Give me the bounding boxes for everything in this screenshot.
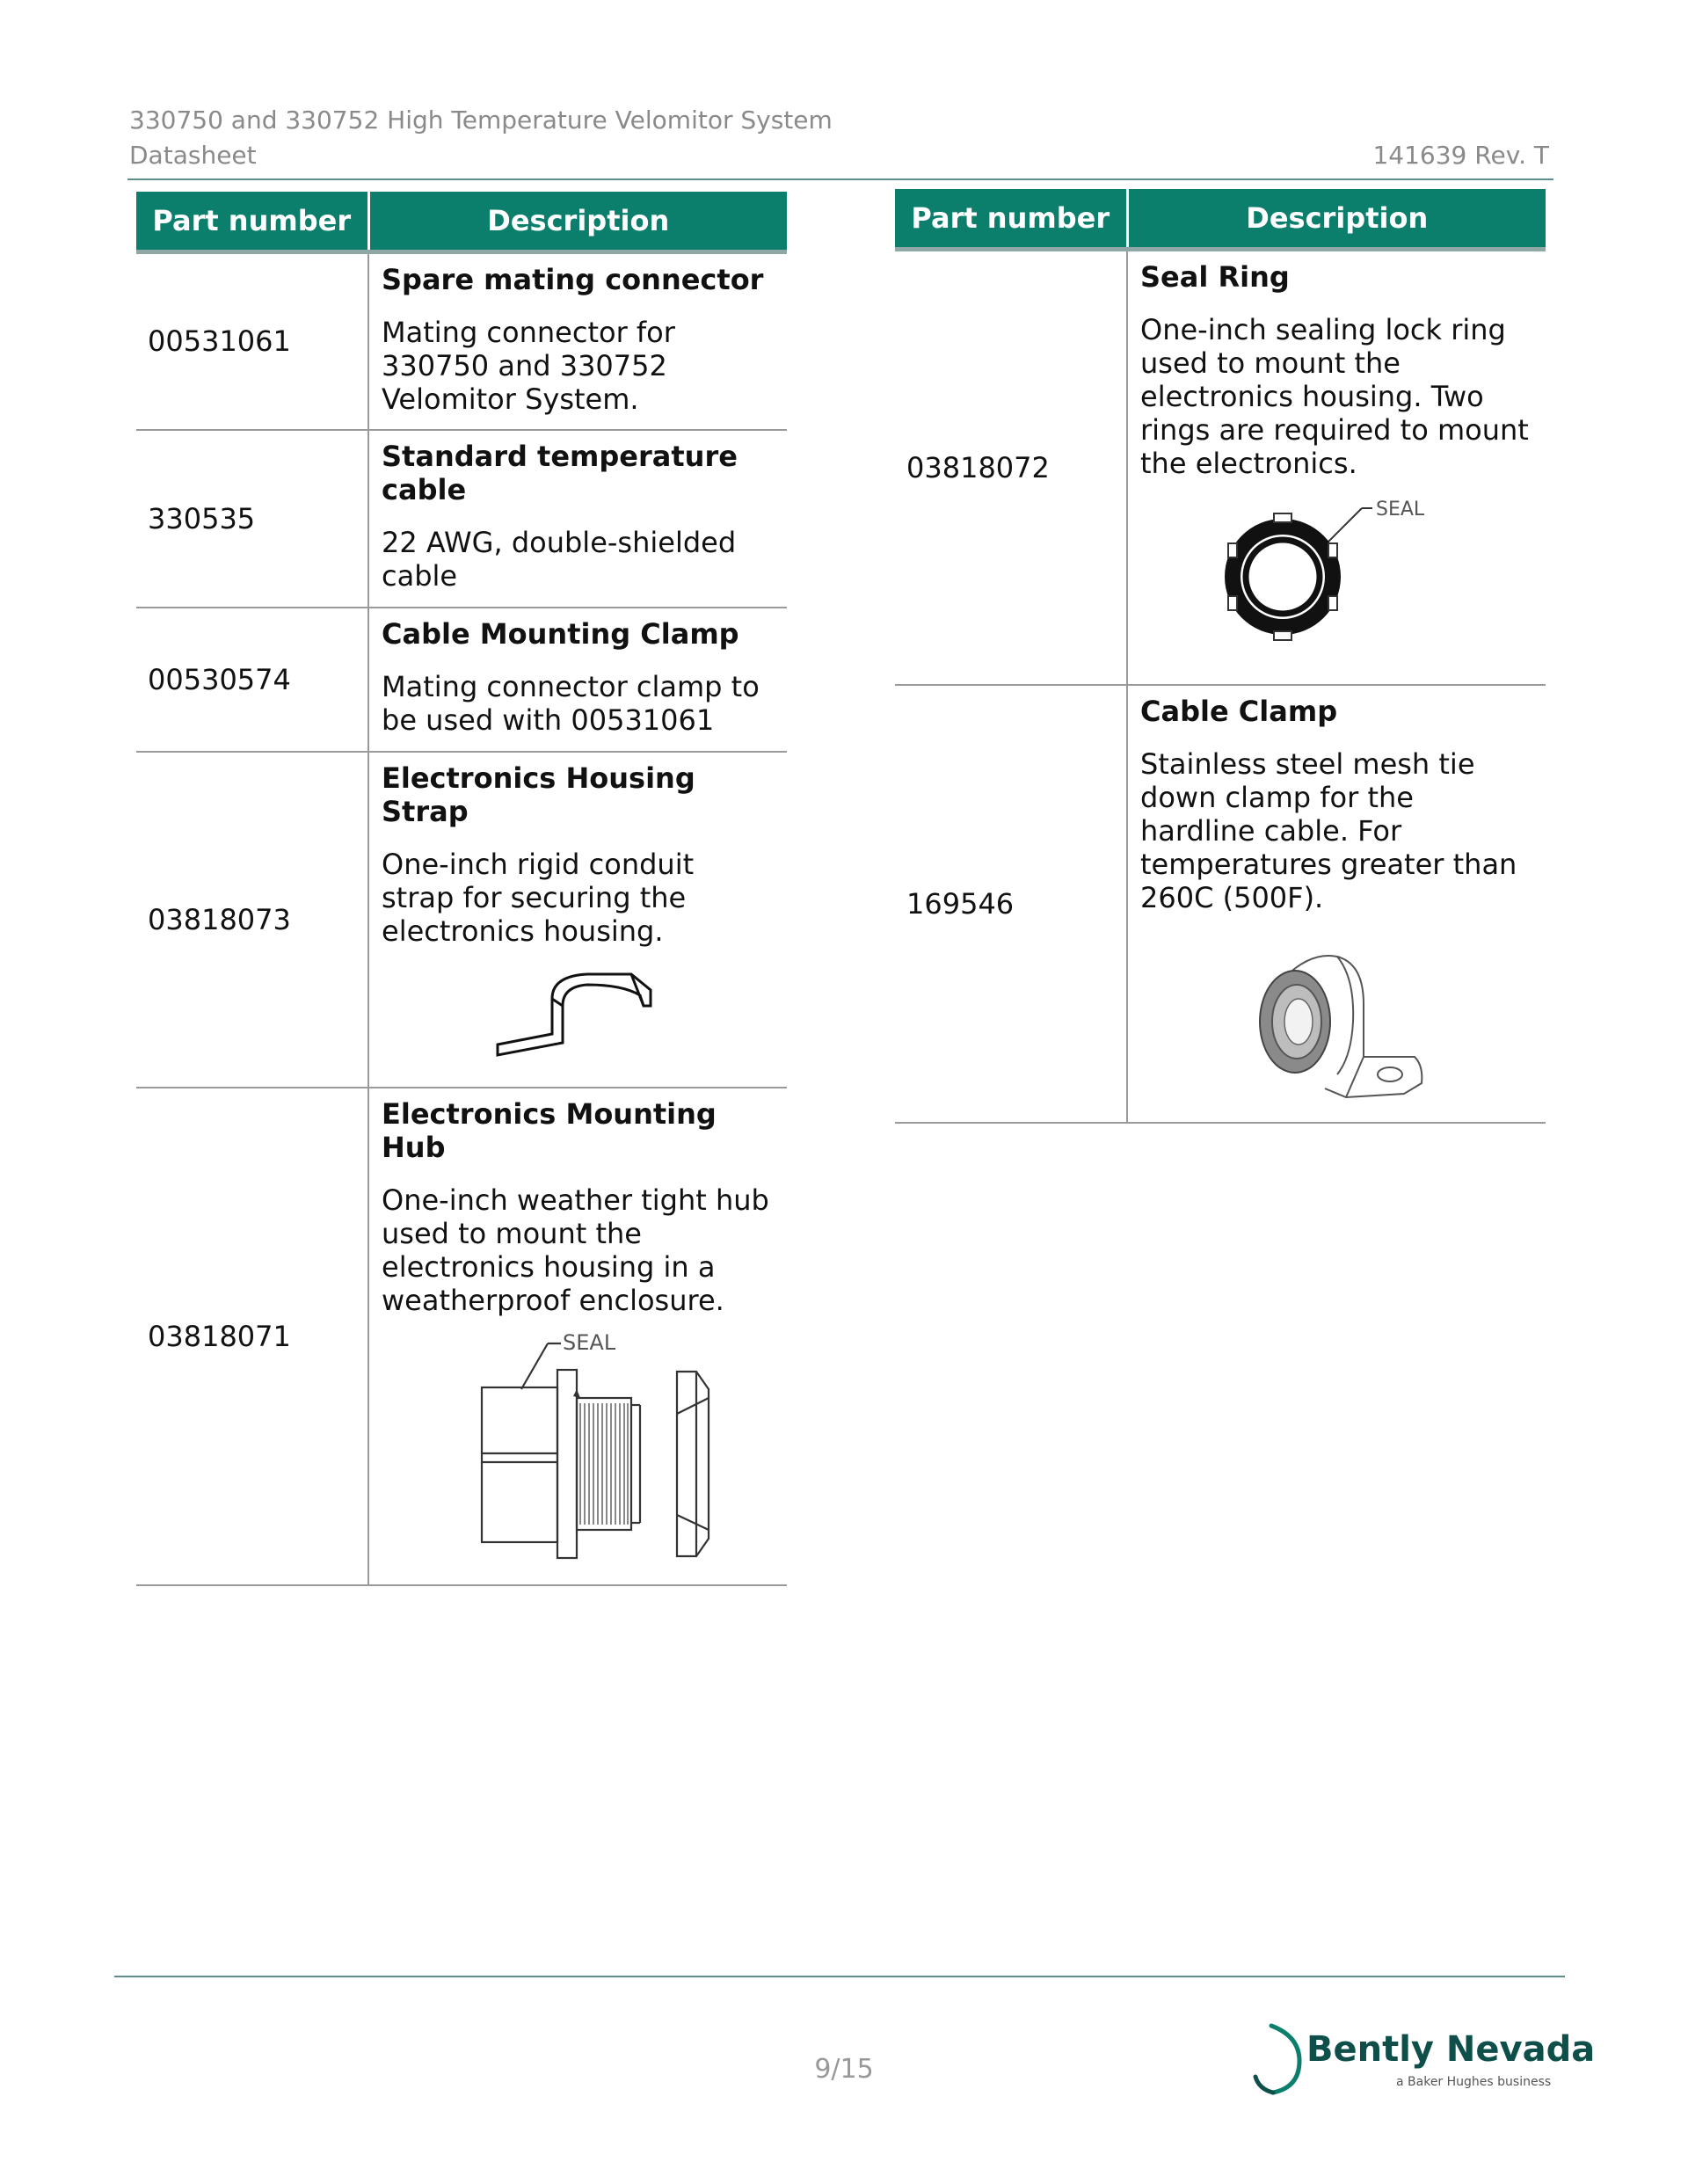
table-header-row	[136, 192, 787, 252]
column-header-part-number: Part number	[895, 189, 1127, 250]
item-description: One-inch weather tight hub used to mount the electronics housing in a weatherproof enclosure.	[382, 1183, 769, 1317]
table-row	[895, 250, 1546, 685]
footer-divider	[114, 1976, 1565, 1977]
item-description: Mating connector for 330750 and 330752 Velomitor System.	[382, 316, 675, 416]
part-number-cell: 00531061	[136, 252, 368, 430]
conduit-strap-drawing	[491, 964, 666, 1060]
item-title: Electronics Housing Strap	[382, 761, 695, 828]
description-cell	[1127, 250, 1546, 685]
parts-table-right	[895, 189, 1546, 1124]
table-row	[136, 430, 787, 608]
description-cell	[368, 430, 787, 608]
column-header-part-number: Part number	[136, 192, 368, 252]
column-header-description: Description	[368, 192, 787, 252]
item-title: Electronics Mounting Hub	[382, 1096, 717, 1164]
part-number-cell: 03818072	[895, 250, 1127, 685]
item-title: Cable Mounting Clamp	[382, 616, 739, 651]
column-header-description: Description	[1127, 189, 1546, 250]
table-row	[136, 752, 787, 1088]
item-title: Seal Ring	[1140, 260, 1290, 294]
table-row	[136, 608, 787, 752]
part-number-cell: 03818073	[136, 752, 368, 1088]
table-row	[136, 1088, 787, 1585]
item-description: Mating connector clamp to be used with 00531061	[382, 669, 760, 737]
item-title: Standard temperature cable	[382, 439, 738, 506]
description-cell	[368, 252, 787, 430]
header-divider	[127, 178, 1553, 180]
seal-ring-drawing	[1214, 489, 1460, 656]
seal-callout-label: SEAL	[562, 1329, 615, 1355]
document-revision: 141639 Rev. T	[1372, 141, 1549, 170]
item-description: One-inch sealing lock ring used to mount the electronics housing. Two rings are required to mount the electronics.	[1140, 313, 1529, 480]
table-row	[895, 685, 1546, 1123]
page-header-subtitle: Datasheet	[129, 141, 257, 170]
item-description: One-inch rigid conduit strap for securing the electronics housing.	[382, 847, 695, 948]
item-description: Stainless steel mesh tie down clamp for the hardline cable. For temperatures greater than 260C (500F).	[1140, 746, 1517, 914]
parts-table-left	[136, 192, 787, 1586]
part-number-cell: 00530574	[136, 608, 368, 752]
brand-mark-icon	[1247, 2019, 1308, 2098]
description-cell	[368, 752, 787, 1088]
description-cell	[368, 608, 787, 752]
brand-logo	[1247, 2019, 1596, 2098]
description-cell	[1127, 685, 1546, 1123]
item-description: 22 AWG, double-shielded cable	[382, 525, 737, 593]
part-number-cell: 330535	[136, 430, 368, 608]
item-title: Cable Clamp	[1140, 694, 1338, 728]
page-number: 9/15	[814, 2054, 874, 2085]
seal-callout-label: SEAL	[1375, 499, 1424, 521]
item-title: Spare mating connector	[382, 263, 764, 296]
description-cell	[368, 1088, 787, 1585]
table-row	[136, 252, 787, 430]
part-number-cell: 03818071	[136, 1088, 368, 1585]
mounting-hub-drawing	[447, 1326, 710, 1572]
page-header-title: 330750 and 330752 High Temperature Velomitor System	[129, 106, 833, 135]
table-header-row	[895, 189, 1546, 250]
brand-tagline: a Baker Hughes business	[1396, 2075, 1552, 2089]
part-number-cell: 169546	[895, 685, 1127, 1123]
cable-clamp-drawing	[1249, 934, 1425, 1110]
brand-name: Bently Nevada	[1306, 2029, 1596, 2070]
